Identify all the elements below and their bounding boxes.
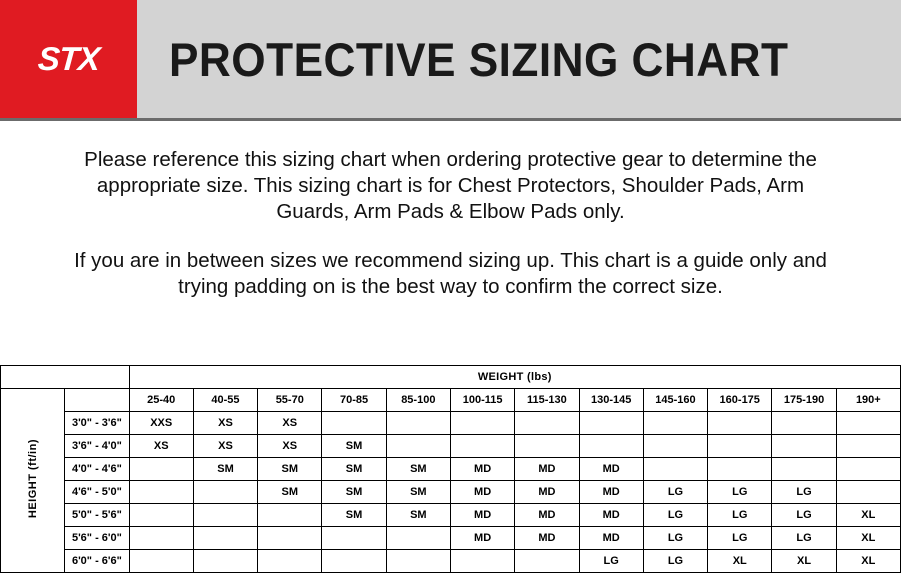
table-row [1,481,901,504]
empty-cell [129,458,193,481]
empty-cell [322,412,386,435]
weight-column-header: 25-40 [129,389,193,412]
empty-cell [643,412,707,435]
size-cell: SM [386,481,450,504]
empty-cell [193,481,257,504]
height-row-header: 3'0" - 3'6" [65,412,129,435]
empty-cell [193,527,257,550]
weight-column-header: 70-85 [322,389,386,412]
table-row [1,458,901,481]
size-cell: LG [643,481,707,504]
empty-cell [836,481,900,504]
weight-column-header: 175-190 [772,389,836,412]
size-cell: XL [836,550,900,573]
empty-cell [450,412,514,435]
empty-cell [129,481,193,504]
empty-cell [129,504,193,527]
weight-column-header: 40-55 [193,389,257,412]
empty-cell [129,527,193,550]
empty-cell [386,527,450,550]
weight-column-header: 190+ [836,389,900,412]
size-cell: MD [579,527,643,550]
table-row [1,550,901,573]
empty-cell [450,550,514,573]
empty-cell [708,458,772,481]
empty-cell [322,527,386,550]
height-axis-label-text: HEIGHT (ft/in) [26,439,39,519]
empty-cell [450,435,514,458]
intro-text [0,121,901,300]
empty-cell [193,550,257,573]
size-cell: MD [579,504,643,527]
column-header-row [1,389,901,412]
size-cell: LG [772,527,836,550]
empty-cell [643,435,707,458]
empty-cell [129,550,193,573]
size-cell: XS [193,435,257,458]
page-header [0,0,901,121]
empty-cell [772,435,836,458]
weight-column-header: 145-160 [643,389,707,412]
size-cell: MD [515,504,579,527]
table-row [1,435,901,458]
size-cell: XXS [129,412,193,435]
size-cell: XL [708,550,772,573]
intro-paragraph-2: If you are in between sizes we recommend sizing up. This chart is a guide only and trying padding on is the best way to confirm the correct size. [74,248,827,298]
empty-cell [836,412,900,435]
weight-column-header: 115-130 [515,389,579,412]
height-row-header: 5'6" - 6'0" [65,527,129,550]
size-cell: LG [772,481,836,504]
weight-header-row [1,366,901,389]
empty-cell [515,435,579,458]
size-cell: XS [129,435,193,458]
size-cell: MD [515,481,579,504]
logo-text: STX [36,40,101,77]
height-row-header: 4'0" - 4'6" [65,458,129,481]
size-cell: LG [643,550,707,573]
empty-cell [579,435,643,458]
empty-cell [515,412,579,435]
size-cell: LG [643,527,707,550]
size-cell: SM [322,481,386,504]
size-cell: SM [258,458,322,481]
size-cell: MD [450,481,514,504]
table-row [1,412,901,435]
empty-cell [515,550,579,573]
size-cell: MD [450,458,514,481]
sizing-table [0,365,901,573]
empty-cell [258,527,322,550]
size-cell: LG [708,504,772,527]
weight-column-header: 130-145 [579,389,643,412]
sizing-table-wrapper [0,365,901,573]
table-corner [1,366,130,389]
size-cell: LG [708,527,772,550]
empty-cell [322,550,386,573]
size-cell: MD [450,504,514,527]
size-cell: MD [515,458,579,481]
empty-cell [772,458,836,481]
empty-cell [258,550,322,573]
empty-cell [836,458,900,481]
size-cell: XL [772,550,836,573]
empty-cell [643,458,707,481]
size-cell: SM [386,504,450,527]
weight-column-header: 85-100 [386,389,450,412]
size-cell: MD [579,458,643,481]
size-cell: XL [836,527,900,550]
empty-cell [386,550,450,573]
height-row-header: 3'6" - 4'0" [65,435,129,458]
empty-cell [386,435,450,458]
table-row [1,504,901,527]
intro-paragraph-1: Please reference this sizing chart when ordering protective gear to determine the appropriate size. This sizing chart is for Chest Protectors, Shoulder Pads, Arm Guards, Arm Pads & Elbow Pads only. [84,148,817,224]
empty-cell [772,412,836,435]
empty-cell [579,412,643,435]
height-row-header: 4'6" - 5'0" [65,481,129,504]
page-title: PROTECTIVE SIZING CHART [168,32,789,86]
size-cell: MD [515,527,579,550]
header-blank-cell [65,389,129,412]
empty-cell [708,412,772,435]
height-row-header: 5'0" - 5'6" [65,504,129,527]
size-cell: SM [322,504,386,527]
size-cell: XS [258,435,322,458]
size-cell: LG [579,550,643,573]
stx-logo [0,0,137,118]
empty-cell [258,504,322,527]
size-cell: SM [386,458,450,481]
size-cell: SM [258,481,322,504]
empty-cell [193,504,257,527]
size-cell: XS [193,412,257,435]
size-cell: SM [322,458,386,481]
weight-axis-label: WEIGHT (lbs) [129,366,900,389]
table-row [1,527,901,550]
size-cell: XS [258,412,322,435]
empty-cell [386,412,450,435]
size-cell: SM [193,458,257,481]
size-cell: LG [708,481,772,504]
height-axis-label [1,389,65,573]
empty-cell [708,435,772,458]
weight-column-header: 100-115 [450,389,514,412]
size-cell: XL [836,504,900,527]
height-row-header: 6'0" - 6'6" [65,550,129,573]
size-cell: MD [579,481,643,504]
empty-cell [836,435,900,458]
size-cell: LG [772,504,836,527]
weight-column-header: 55-70 [258,389,322,412]
size-cell: SM [322,435,386,458]
size-cell: MD [450,527,514,550]
weight-column-header: 160-175 [708,389,772,412]
size-cell: LG [643,504,707,527]
